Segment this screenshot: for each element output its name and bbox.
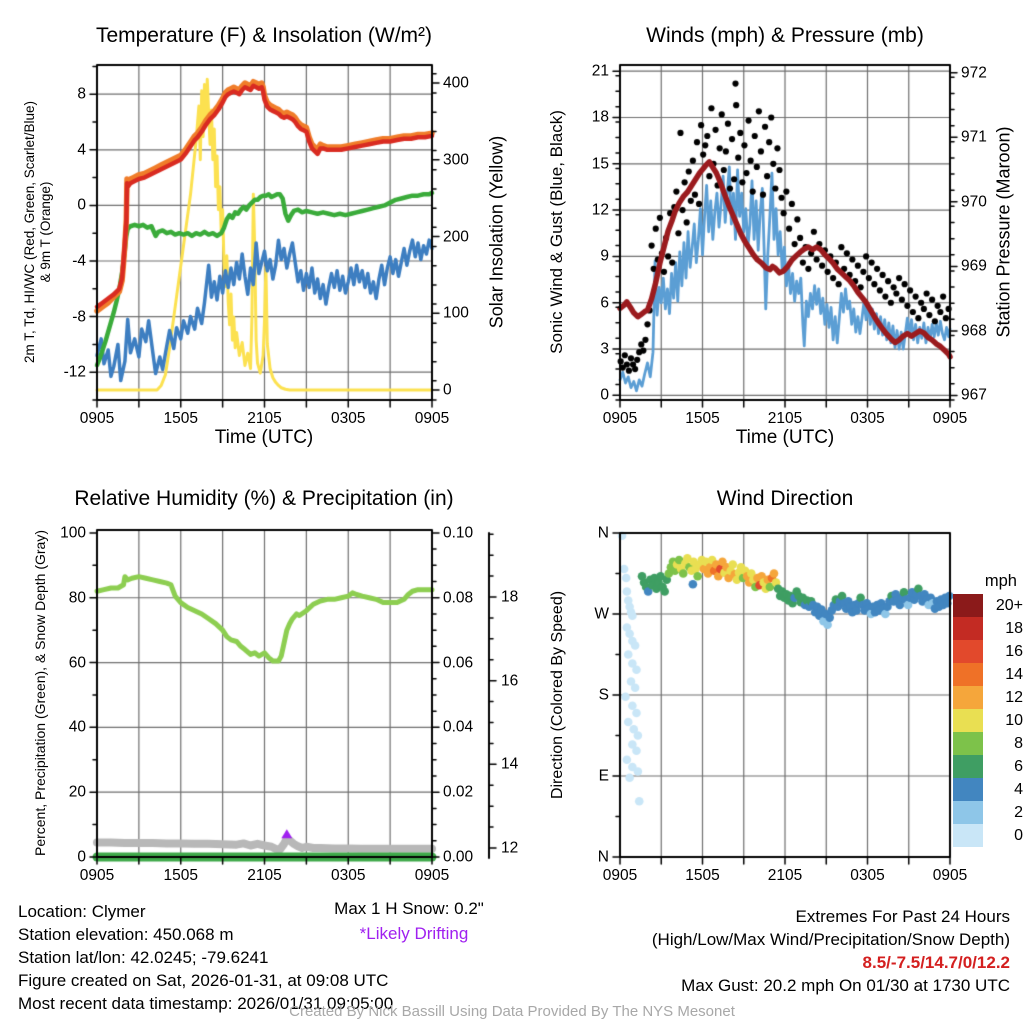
y-axis-label-pressure-right: Station Pressure (Maroon) [993, 126, 1014, 338]
x-axis-label-winds: Time (UTC) [735, 427, 835, 448]
tick-label: 2105 [247, 867, 282, 884]
legend-color-swatch [953, 801, 983, 824]
tick-label: 0305 [331, 410, 366, 427]
panel-title-wind-direction: Wind Direction [716, 487, 854, 510]
tick-label: 0905 [602, 867, 638, 884]
tick-label: 0 [600, 386, 609, 404]
tick-label: 2105 [247, 410, 282, 427]
wind-speed-legend-title: mph [984, 572, 1017, 590]
legend-entry-label: 10 [1005, 711, 1023, 729]
tick-label: -8 [72, 307, 86, 325]
tick-label: 968 [961, 322, 987, 340]
tick-label: 200 [443, 227, 469, 245]
tick-label: 18 [501, 588, 519, 606]
y-axis-label-humidity-left: Percent, Precipitation (Green), & Snow Depth (Gray) [32, 529, 48, 857]
extremes-values: 8.5/-7.5/14.7/0/12.2 [862, 953, 1010, 972]
legend-color-swatch [953, 640, 983, 663]
legend-entry [953, 709, 1023, 732]
panel-title-winds: Winds (mph) & Pressure (mb) [646, 24, 924, 47]
tick-label: 300 [443, 151, 469, 169]
tick-label: 0905 [79, 410, 115, 427]
tick-label: 1505 [685, 867, 720, 884]
tick-label: 0905 [414, 410, 450, 427]
legend-entry [953, 778, 1023, 801]
tick-label: 1505 [685, 410, 720, 427]
tick-label: 969 [961, 257, 987, 275]
y-axis-label-direction-left: Direction (Colored By Speed) [549, 590, 566, 800]
extremes-subtitle: (High/Low/Max Wind/Precipitation/Snow Depth) [651, 930, 1010, 949]
tick-label: -12 [63, 363, 86, 381]
legend-color-swatch [953, 778, 983, 801]
tick-label: 4 [77, 141, 86, 159]
tick-label: 0.02 [443, 783, 474, 801]
tick-label: N [597, 524, 609, 542]
tick-label: 12 [591, 201, 609, 219]
tick-label: 0.00 [443, 848, 474, 866]
tick-label: 0 [77, 196, 86, 214]
tick-label: 100 [60, 524, 86, 542]
x-axis-label-temperature: Time (UTC) [214, 427, 314, 448]
legend-color-swatch [953, 686, 983, 709]
tick-label: 0305 [331, 867, 366, 884]
tick-label: 12 [501, 839, 519, 857]
max-snow-note: Max 1 H Snow: 0.2" [334, 899, 484, 918]
tick-label: E [598, 767, 609, 785]
tick-label: 100 [443, 304, 469, 322]
tick-label: 0 [77, 848, 86, 866]
tick-label: 0.04 [443, 718, 474, 736]
legend-entry [953, 755, 1023, 778]
footer-created: Figure created on Sat, 2026-01-31, at 09:08 UTC [18, 971, 389, 990]
legend-color-swatch [953, 755, 983, 778]
tick-label: 20 [68, 783, 86, 801]
legend-entry [953, 663, 1023, 686]
y-axis-label-temperature-line1: 2m T, Td, HI/WC (Red, Green, Scarlet/Blue) [22, 100, 37, 364]
legend-entry [953, 686, 1023, 709]
tick-label: 0905 [932, 410, 968, 427]
legend-entry-label: 14 [1005, 665, 1023, 683]
tick-label: -4 [72, 252, 86, 270]
tick-label: N [597, 848, 609, 866]
tick-label: 14 [501, 755, 519, 773]
tick-label: 9 [600, 247, 609, 265]
legend-entry-label: 16 [1005, 642, 1023, 660]
legend-entry-label: 2 [1014, 803, 1023, 821]
tick-label: 0905 [602, 410, 638, 427]
credit-line: Created By Nick Bassill Using Data Provided By The NYS Mesonet [289, 1003, 735, 1020]
tick-label: 16 [501, 671, 519, 689]
tick-label: 970 [961, 193, 987, 211]
legend-color-swatch [953, 824, 983, 847]
tick-label: 0 [443, 381, 452, 399]
max-gust-line: Max Gust: 20.2 mph On 01/30 at 1730 UTC [681, 976, 1010, 995]
legend-entry-label: 18 [1005, 619, 1023, 637]
likely-drifting-note: *Likely Drifting [359, 924, 469, 943]
tick-label: 80 [68, 588, 86, 606]
tick-label: 0.10 [443, 524, 474, 542]
tick-label: 21 [591, 62, 609, 80]
tick-label: 971 [961, 128, 987, 146]
tick-label: 8 [77, 85, 86, 103]
footer-location: Location: Clymer [18, 902, 146, 921]
legend-entry-label: 4 [1014, 780, 1023, 798]
tick-label: 2105 [767, 867, 803, 884]
footer-timestamp: Most recent data timestamp: 2026/01/31 09:05:00 [18, 994, 394, 1013]
legend-entry-label: 20+ [995, 596, 1023, 614]
legend-entry [953, 824, 1023, 847]
y-axis-label-temperature-line2: & 9m T (Orange) [38, 181, 53, 283]
tick-label: 972 [961, 63, 987, 81]
wind-speed-legend [953, 572, 1023, 847]
y-axis-label-wind-left: Sonic Wind & Gust (Blue, Black) [547, 110, 566, 354]
legend-color-swatch [953, 617, 983, 640]
tick-label: 1505 [163, 867, 198, 884]
legend-entry [953, 732, 1023, 755]
y-axis-label-temperature-left [22, 101, 54, 363]
tick-label: 60 [68, 653, 86, 671]
y-axis-label-insolation-right: Solar Insolation (Yellow) [486, 135, 507, 329]
tick-label: 400 [443, 74, 469, 92]
legend-entry [953, 617, 1023, 640]
tick-label: 15 [591, 155, 609, 173]
legend-color-swatch [953, 732, 983, 755]
tick-label: 6 [600, 293, 609, 311]
wind-speed-legend-rows [953, 594, 1023, 847]
tick-label: S [598, 686, 609, 704]
footer-latlon: Station lat/lon: 42.0245; -79.6241 [18, 948, 269, 967]
tick-label: 0905 [79, 867, 115, 884]
legend-entry-label: 8 [1014, 734, 1023, 752]
tick-label: 0305 [850, 410, 885, 427]
legend-entry [953, 801, 1023, 824]
extremes-title: Extremes For Past 24 Hours [795, 907, 1010, 926]
tick-label: 2105 [767, 410, 803, 427]
tick-label: 0905 [414, 867, 450, 884]
tick-label: 967 [961, 386, 987, 404]
footer-elevation: Station elevation: 450.068 m [18, 925, 234, 944]
legend-color-swatch [953, 594, 983, 617]
legend-entry-label: 0 [1014, 826, 1023, 844]
tick-label: W [594, 605, 609, 623]
legend-entry-label: 12 [1005, 688, 1023, 706]
legend-entry-label: 6 [1014, 757, 1023, 775]
panel-title-temperature: Temperature (F) & Insolation (W/m²) [95, 24, 433, 47]
tick-label: 0905 [932, 867, 968, 884]
tick-label: 1505 [163, 410, 198, 427]
tick-label: 3 [600, 340, 609, 358]
tick-label: 18 [591, 108, 609, 126]
tick-label: 0.08 [443, 588, 474, 606]
legend-color-swatch [953, 663, 983, 686]
tick-label: 40 [68, 718, 86, 736]
tick-label: 0.06 [443, 653, 474, 671]
legend-entry [953, 640, 1023, 663]
legend-entry [953, 594, 1023, 617]
tick-label: 0305 [850, 867, 885, 884]
legend-color-swatch [953, 709, 983, 732]
panel-title-humidity: Relative Humidity (%) & Precipitation (in) [74, 487, 454, 510]
